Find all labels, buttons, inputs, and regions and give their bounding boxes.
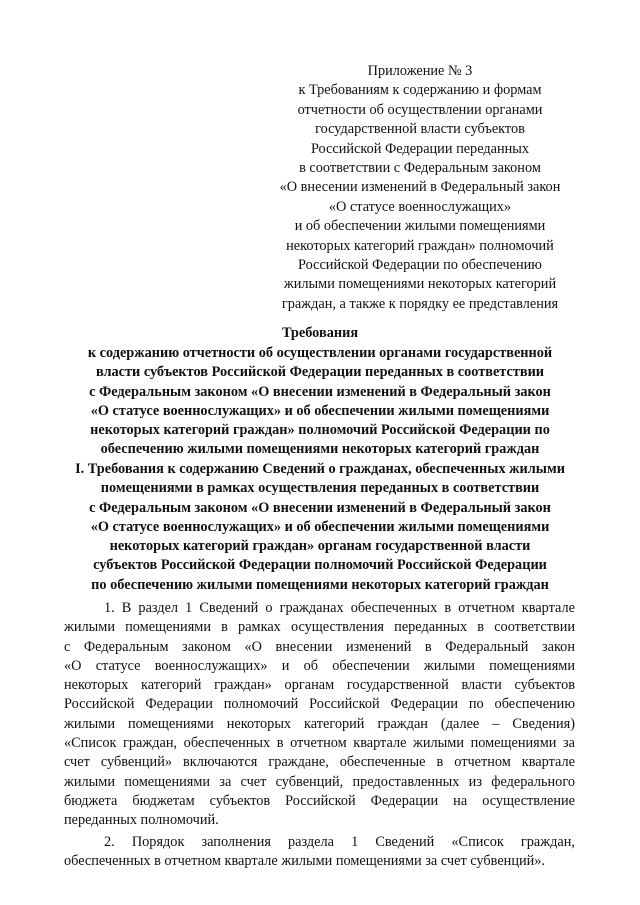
section-heading: [40, 460, 600, 595]
paragraph-line: некоторых категорий граждан» органам государственной власти субъектов: [64, 677, 575, 694]
paragraph-line: бюджета бюджетам субъектов Российской Федерации на осуществление: [64, 792, 575, 809]
title-line: власти субъектов Российской Федерации переданных в соответствии: [95, 364, 545, 381]
section-line: некоторых категорий граждан» органам государственной власти: [109, 538, 531, 555]
appendix-line: Российской Федерации переданных: [310, 140, 530, 157]
paragraph-1: [64, 599, 575, 831]
appendix-line: «О статусе военнослужащих»: [328, 198, 512, 215]
paragraph-line: счет субвенций» включаются граждане, обеспеченные в отчетном квартале: [64, 754, 575, 771]
paragraph-line: с Федеральным законом «О внесении изменений в Федеральный закон: [64, 638, 575, 655]
paragraph-line: Российской Федерации полномочий Российской Федерации по обеспечению: [64, 696, 575, 713]
body-text: [64, 599, 575, 871]
section-line: субъектов Российской Федерации полномочий Российской Федерации: [93, 557, 547, 574]
paragraph-line: «О статусе военнослужащих» и об обеспечении жилыми помещениями: [64, 657, 575, 674]
title-heading: Требования: [281, 325, 359, 341]
appendix-line: в соответствии с Федеральным законом: [299, 160, 541, 177]
paragraph-line: 1. В раздел 1 Сведений о гражданах обеспеченных в отчетном квартале: [104, 600, 575, 616]
appendix-line: некоторых категорий граждан» полномочий: [286, 237, 554, 254]
document-title: [40, 324, 600, 459]
title-line: обеспечению жилыми помещениями некоторых категорий граждан: [100, 441, 540, 458]
appendix-line: отчетности об осуществлении органами: [297, 101, 543, 118]
appendix-line: «О внесении изменений в Федеральный закон: [279, 179, 561, 196]
paragraph-line: жилыми помещениями в рамках осуществления переданных в соответствии: [64, 619, 575, 636]
section-line: с Федеральным законом «О внесении изменений в Федеральный закон: [89, 499, 551, 516]
paragraph-2: [64, 833, 575, 872]
paragraph-line: обеспеченных в отчетном квартале жилыми помещениями за счет субвенций».: [64, 852, 545, 869]
title-line: с Федеральным законом «О внесении изменений в Федеральный закон: [89, 383, 551, 400]
appendix-line: к Требованиям к содержанию и формам: [298, 82, 542, 99]
paragraph-line: жилыми помещениями некоторых категорий граждан (далее – Сведения): [64, 715, 575, 732]
title-line: некоторых категорий граждан» полномочий Российской Федерации по: [90, 422, 550, 439]
appendix-line: государственной власти субъектов: [315, 121, 525, 138]
appendix-line: граждан, а также к порядку ее представления: [281, 295, 559, 312]
paragraph-line: «Список граждан, обеспеченных в отчетном квартале жилыми помещениями за: [64, 735, 575, 752]
section-line: «О статусе военнослужащих» и об обеспечении жилыми помещениями: [90, 518, 550, 535]
paragraph-line: 2. Порядок заполнения раздела 1 Сведений «Список граждан,: [104, 833, 575, 850]
paragraph-line: переданных полномочий.: [64, 812, 219, 829]
appendix-line: Приложение № 3: [367, 63, 473, 79]
title-line: к содержанию отчетности об осуществлении органами государственной: [87, 345, 553, 362]
title-line: «О статусе военнослужащих» и об обеспечении жилыми помещениями: [90, 402, 550, 419]
paragraph-line: жилыми помещениями за счет субвенций, предоставленных из федерального: [64, 773, 575, 790]
section-line: I. Требования к содержанию Сведений о гражданах, обеспеченных жилыми: [75, 461, 565, 477]
appendix-line: Российской Федерации по обеспечению: [298, 257, 542, 274]
section-line: по обеспечению жилыми помещениями некоторых категорий граждан: [91, 576, 549, 593]
section-line: помещениями в рамках осуществления переданных в соответствии: [100, 480, 540, 497]
appendix-line: и об обеспечении жилыми помещениями: [294, 218, 546, 235]
appendix-line: жилыми помещениями некоторых категорий: [283, 276, 557, 293]
appendix-header: [255, 62, 585, 314]
